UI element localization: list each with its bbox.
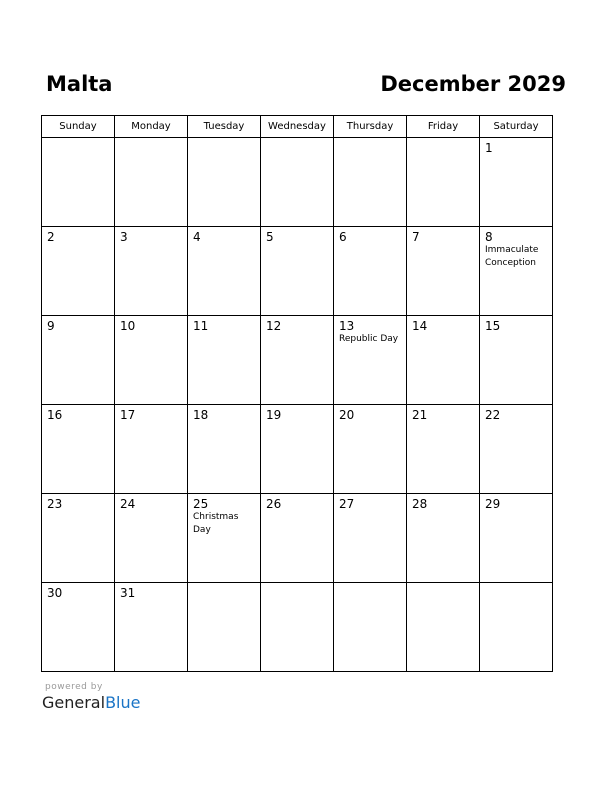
day-cell [115,583,188,672]
day-number: 14 [412,319,428,333]
weekday-wednesday: Wednesday [261,116,334,138]
weekday-saturday: Saturday [480,116,553,138]
day-number: 8 [485,230,493,244]
day-cell [115,494,188,583]
day-cell [407,227,480,316]
day-cell [407,138,480,227]
day-number: 27 [339,497,355,511]
day-cell [334,494,407,583]
day-number: 7 [412,230,420,244]
day-cell [334,138,407,227]
day-cell [42,227,115,316]
day-cell [42,494,115,583]
day-number: 22 [485,408,501,422]
day-number: 4 [193,230,201,244]
country-title: Malta [46,72,113,96]
day-cell-holiday [480,227,553,316]
weekday-thursday: Thursday [334,116,407,138]
weekday-sunday: Sunday [42,116,115,138]
day-number: 12 [266,319,282,333]
week-row [42,583,553,672]
day-number: 6 [339,230,347,244]
week-row [42,494,553,583]
day-cell [480,494,553,583]
day-cell [480,138,553,227]
day-number: 31 [120,586,136,600]
day-cell [42,138,115,227]
day-cell [188,227,261,316]
week-row [42,227,553,316]
day-cell [407,316,480,405]
day-number: 30 [47,586,63,600]
day-cell [188,405,261,494]
day-cell [480,583,553,672]
day-cell [407,405,480,494]
day-cell [261,494,334,583]
day-cell-holiday [334,316,407,405]
day-cell [188,316,261,405]
day-number: 24 [120,497,136,511]
week-row [42,138,553,227]
day-cell [188,138,261,227]
day-cell [42,583,115,672]
day-cell [42,405,115,494]
day-number: 23 [47,497,63,511]
holiday-label: Republic Day [339,334,399,344]
day-number: 17 [120,408,136,422]
week-row [42,316,553,405]
day-number: 28 [412,497,428,511]
day-number: 29 [485,497,501,511]
day-cell [261,138,334,227]
day-number: 13 [339,319,355,333]
weekday-header-row [42,116,553,138]
day-cell [261,316,334,405]
day-cell [480,316,553,405]
day-cell [261,583,334,672]
day-cell [42,316,115,405]
day-cell [115,227,188,316]
day-cell [480,405,553,494]
day-number: 3 [120,230,128,244]
day-number: 20 [339,408,355,422]
day-cell [407,494,480,583]
day-number: 16 [47,408,63,422]
day-cell [261,227,334,316]
day-number: 10 [120,319,136,333]
day-number: 1 [485,141,493,155]
weekday-friday: Friday [407,116,480,138]
day-cell [188,583,261,672]
day-number: 9 [47,319,55,333]
month-title: December 2029 [380,72,566,96]
week-row [42,405,553,494]
day-number: 25 [193,497,209,511]
day-cell [334,583,407,672]
weekday-tuesday: Tuesday [188,116,261,138]
day-cell [115,405,188,494]
day-number: 18 [193,408,209,422]
holiday-label: Immaculate Conception [485,245,539,268]
day-number: 26 [266,497,282,511]
day-cell [115,316,188,405]
day-number: 19 [266,408,282,422]
holiday-label: Christmas Day [193,512,239,535]
day-cell [407,583,480,672]
weekday-monday: Monday [115,116,188,138]
day-cell [115,138,188,227]
day-cell-holiday [188,494,261,583]
powered-by-label: powered by [45,682,103,692]
generalblue-logo[interactable] [42,693,140,713]
day-number: 11 [193,319,209,333]
day-number: 5 [266,230,274,244]
day-cell [261,405,334,494]
brand-general-text: General [42,693,106,712]
day-cell [334,405,407,494]
day-number: 2 [47,230,55,244]
calendar-grid [41,115,553,672]
day-cell [334,227,407,316]
brand-blue-text: Blue [105,693,141,712]
day-number: 15 [485,319,501,333]
day-number: 21 [412,408,428,422]
